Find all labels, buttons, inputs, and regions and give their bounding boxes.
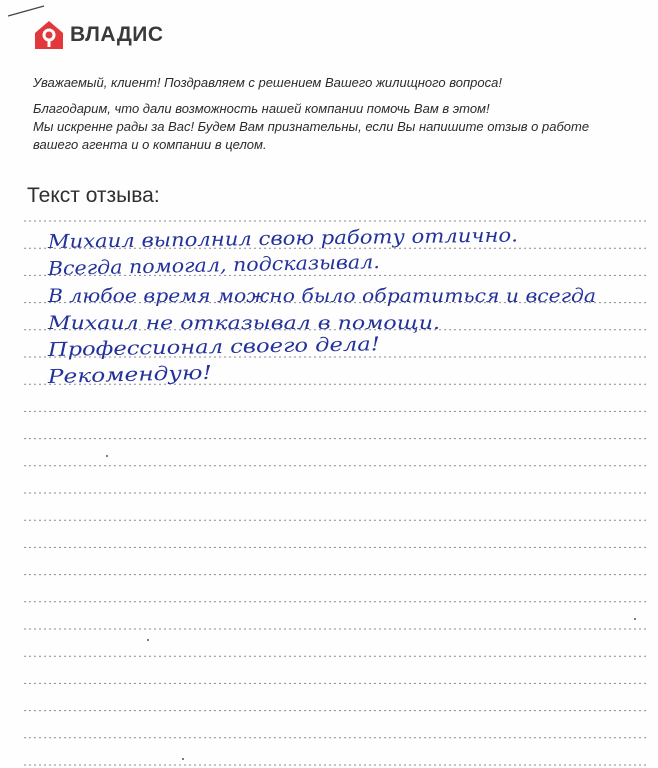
paper-speck	[634, 618, 636, 620]
greeting-line: Уважаемый, клиент! Поздравляем с решением Вашего жилищного вопроса!	[33, 75, 502, 90]
paper-speck	[106, 455, 108, 457]
review-heading: Текст отзыва:	[27, 184, 160, 207]
request-line-continued: вашего агента и о компании в целом.	[33, 137, 267, 152]
paper-speck	[147, 639, 149, 641]
handwritten-line: Профессионал своего дела!	[47, 334, 328, 361]
brand-name: ВЛАДИС	[70, 23, 164, 46]
handwritten-line: Михаил выполнил свою работу отлично.	[47, 225, 471, 253]
handwritten-line: Рекомендую!	[47, 362, 182, 388]
handwritten-line: Всегда помогал, подсказывал.	[47, 251, 355, 280]
handwritten-line: Михаил не отказывал в помощи.	[46, 312, 441, 334]
paper-speck	[182, 758, 184, 760]
thanks-line: Благодарим, что дали возможность нашей компании помочь Вам в этом!	[33, 101, 490, 116]
request-line: Мы искренне рады за Вас! Будем Вам признательны, если Вы напишите отзыв о работе	[33, 119, 590, 134]
handwritten-line: В любое время можно было обратиться и всегда	[46, 285, 596, 307]
